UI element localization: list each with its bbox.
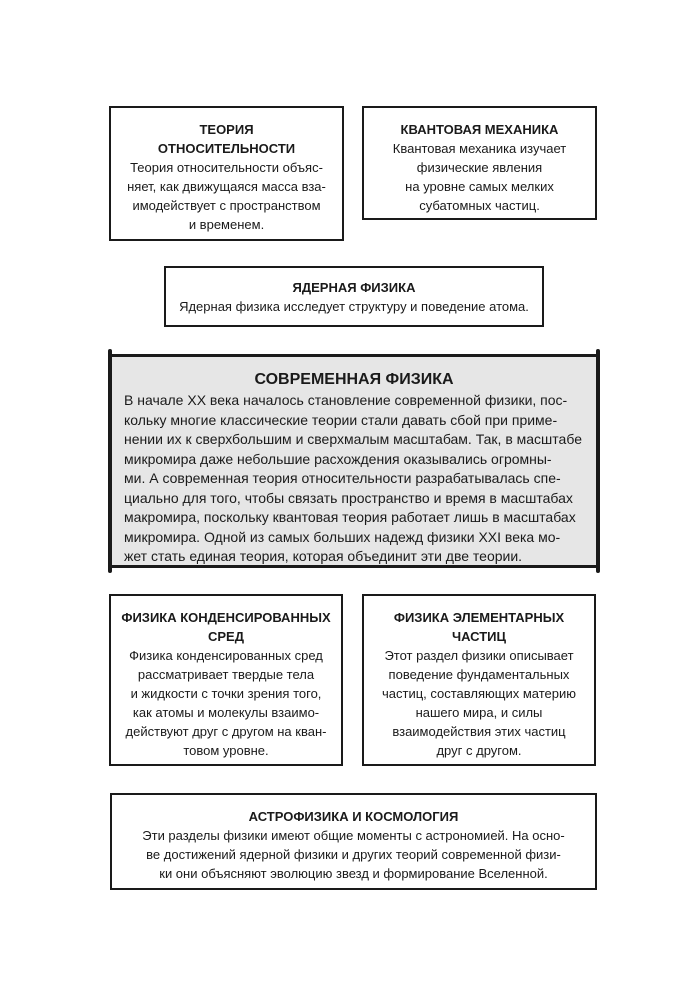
condensed-matter-box — [109, 594, 343, 766]
particles-text: Этот раздел физики описывает поведение фундаментальных частиц, составляющих материю нашего мира, и силы взаимодействия этих частиц друг с другом. — [381, 648, 577, 758]
condensed-text: Физика конденсированных сред рассматривает твердые тела и жидкости с точки зрения того, как атомы и молекулы взаимо- действуют друг с другом на кван- товом уровне. — [125, 648, 327, 758]
particles-title: ФИЗИКА ЭЛЕМЕНТАРНЫХ ЧАСТИЦ — [393, 610, 565, 644]
nuclear-text: Ядерная физика исследует структуру и поведение атома. — [179, 299, 529, 314]
relativity-text: Теория относительности объяс- няет, как движущаяся масса вза- имодействует с пространством и временем. — [127, 160, 326, 232]
nuclear-title: ЯДЕРНАЯ ФИЗИКА — [292, 280, 416, 295]
quantum-title: КВАНТОВАЯ МЕХАНИКА — [400, 122, 559, 137]
astro-text: Эти разделы физики имеют общие моменты с астрономией. На осно- ве достижений ядерной физики и других теорий современной физи- ки они объясняют эволюцию звезд и формирование Вселенной. — [142, 828, 565, 881]
relativity-box — [109, 106, 344, 241]
quantum-text: Квантовая механика изучает физические явления на уровне самых мелких субатомных частиц. — [392, 141, 567, 213]
modern-physics-box — [110, 354, 598, 568]
modern-text: В начале XX века началось становление современной физики, пос- кольку многие классические теории стали давать сбой при приме- нении их к сверхбольшим и сверхмалым масштабам. Так, в масштабе микромира даже небольшие расхождения оказывались огромны- ми. А современная теория относительности разрабатывалась спе- циально для того, чтобы связать пространство и время в масштабах макромира, поскольку квантовая теория работает лишь в масштабах микромира. Одной из самых больших надежд физики XXI века мо- жет стать единая теория, которая объединит эти две теории. — [124, 392, 582, 564]
particle-physics-box — [362, 594, 596, 766]
nuclear-box — [164, 266, 544, 327]
left-border-post — [108, 349, 112, 573]
relativity-title: ТЕОРИЯ ОТНОСИТЕЛЬНОСТИ — [157, 122, 296, 156]
astrophysics-box — [110, 793, 597, 890]
condensed-title: ФИЗИКА КОНДЕНСИРОВАННЫХ СРЕД — [121, 610, 331, 644]
quantum-box — [362, 106, 597, 220]
modern-title: СОВРЕМЕННАЯ ФИЗИКА — [254, 371, 454, 388]
astro-title: АСТРОФИЗИКА И КОСМОЛОГИЯ — [248, 809, 459, 824]
right-border-post — [596, 349, 600, 573]
